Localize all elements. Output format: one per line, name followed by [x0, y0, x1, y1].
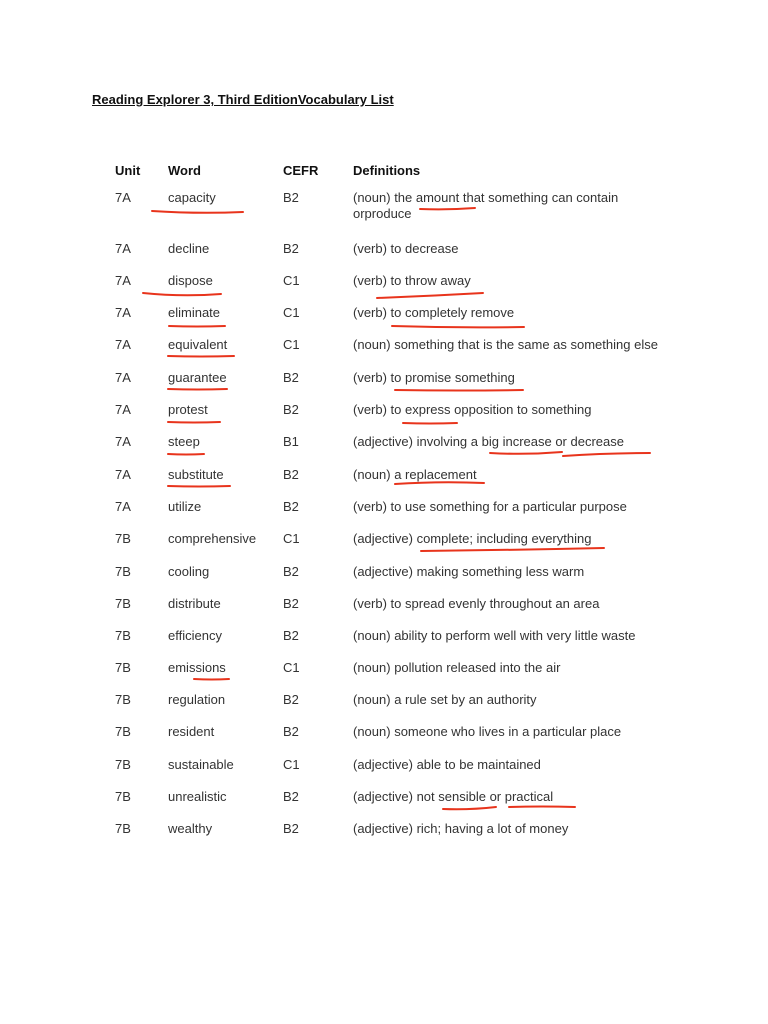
row-9-definition: (noun) a replacement — [353, 467, 477, 482]
row-13-cefr: B2 — [283, 596, 299, 611]
underline-express — [403, 423, 457, 424]
row-20-unit: 7B — [115, 821, 131, 836]
underline-practical — [509, 807, 575, 808]
row-10-word: utilize — [168, 499, 202, 514]
row-3-unit: 7A — [115, 273, 131, 288]
underline-protest — [168, 422, 220, 423]
row-10-definition: (verb) to use something for a particular purpose — [353, 499, 627, 514]
underline-decrease — [563, 453, 650, 456]
row-10-unit: 7A — [115, 499, 131, 514]
row-8-unit: 7A — [115, 434, 131, 449]
row-16-word: regulation — [168, 692, 226, 707]
row-17-unit: 7B — [115, 724, 131, 739]
row-9-word: substitute — [168, 467, 224, 482]
row-6-word: guarantee — [168, 370, 227, 385]
row-15-definition: (noun) pollution released into the air — [353, 660, 561, 675]
row-14-cefr: B2 — [283, 628, 299, 643]
row-13-word: distribute — [168, 596, 221, 611]
underline-eliminate — [169, 326, 225, 327]
row-15-unit: 7B — [115, 660, 131, 675]
header-unit: Unit — [115, 163, 141, 178]
row-7-cefr: B2 — [283, 402, 299, 417]
row-6-unit: 7A — [115, 370, 131, 385]
row-14-unit: 7B — [115, 628, 131, 643]
row-19-word: unrealistic — [168, 789, 227, 804]
underline-promise-something — [395, 390, 523, 391]
row-16-definition: (noun) a rule set by an authority — [353, 692, 537, 707]
row-18-unit: 7B — [115, 757, 131, 772]
row-14-word: efficiency — [168, 628, 222, 643]
row-4-definition: (verb) to completely remove — [353, 305, 515, 320]
row-11-unit: 7B — [115, 531, 131, 546]
row-15-word: emissions — [168, 660, 226, 675]
row-3-cefr: C1 — [283, 273, 300, 288]
row-7-unit: 7A — [115, 402, 131, 417]
row-18-definition: (adjective) able to be maintained — [353, 757, 541, 772]
row-5-definition: (noun) something that is the same as something else — [353, 337, 658, 352]
row-13-unit: 7B — [115, 596, 131, 611]
row-6-cefr: B2 — [283, 370, 299, 385]
row-19-unit: 7B — [115, 789, 131, 804]
row-8-word: steep — [168, 434, 200, 449]
row-19-cefr: B2 — [283, 789, 299, 804]
row-4-word: eliminate — [168, 305, 221, 320]
row-19-definition: (adjective) not sensible or practical — [353, 789, 554, 804]
row-16-cefr: B2 — [283, 692, 299, 707]
row-5-word: equivalent — [168, 337, 228, 352]
header-cefr: CEFR — [283, 163, 319, 178]
row-8-cefr: B1 — [283, 434, 299, 449]
row-2-word: decline — [168, 241, 210, 256]
row-6-definition: (verb) to promise something — [353, 370, 515, 385]
row-8-definition: (adjective) involving a big increase or decrease — [353, 434, 624, 449]
row-9-unit: 7A — [115, 467, 131, 482]
underline-throw-away — [377, 293, 483, 298]
row-1-definition: (noun) the amount that something can contain orproduce — [353, 190, 619, 221]
row-11-cefr: C1 — [283, 531, 300, 546]
row-5-cefr: C1 — [283, 337, 300, 352]
document-title: Reading Explorer 3, Third EditionVocabulary List — [92, 92, 394, 107]
row-11-word: comprehensive — [168, 531, 257, 546]
row-2-unit: 7A — [115, 241, 131, 256]
row-7-definition: (verb) to express opposition to something — [353, 402, 592, 417]
row-5-unit: 7A — [115, 337, 131, 352]
underline-complete-including — [421, 548, 604, 551]
row-1-cefr: B2 — [283, 190, 299, 205]
row-1-unit: 7A — [115, 190, 131, 205]
underline-steep — [168, 454, 204, 455]
header-word: Word — [168, 163, 201, 178]
underline-guarantee — [168, 389, 227, 390]
row-1-word: capacity — [168, 190, 216, 205]
row-14-definition: (noun) ability to perform well with very little waste — [353, 628, 636, 643]
underline-sensible — [443, 807, 496, 809]
row-12-cefr: B2 — [283, 564, 299, 579]
row-2-definition: (verb) to decrease — [353, 241, 459, 256]
row-20-word: wealthy — [168, 821, 213, 836]
underline-big-increase — [490, 452, 562, 454]
underline-capacity — [152, 211, 243, 213]
row-2-cefr: B2 — [283, 241, 299, 256]
row-16-unit: 7B — [115, 692, 131, 707]
underline-substitute — [168, 486, 230, 487]
row-4-unit: 7A — [115, 305, 131, 320]
row-3-definition: (verb) to throw away — [353, 273, 471, 288]
underline-emissions — [194, 679, 229, 680]
row-17-definition: (noun) someone who lives in a particular place — [353, 724, 622, 739]
row-3-word: dispose — [168, 273, 213, 288]
row-18-cefr: C1 — [283, 757, 300, 772]
row-4-cefr: C1 — [283, 305, 300, 320]
row-13-definition: (verb) to spread evenly throughout an area — [353, 596, 600, 611]
underline-equivalent — [168, 356, 234, 357]
row-12-definition: (adjective) making something less warm — [353, 564, 585, 579]
row-17-cefr: B2 — [283, 724, 299, 739]
row-17-word: resident — [168, 724, 215, 739]
row-10-cefr: B2 — [283, 499, 299, 514]
row-12-word: cooling — [168, 564, 210, 579]
underline-completely-remove — [392, 326, 524, 327]
underline-dispose — [143, 293, 221, 295]
row-7-word: protest — [168, 402, 208, 417]
row-12-unit: 7B — [115, 564, 131, 579]
row-20-cefr: B2 — [283, 821, 299, 836]
row-11-definition: (adjective) complete; including everything — [353, 531, 592, 546]
row-9-cefr: B2 — [283, 467, 299, 482]
header-definitions: Definitions — [353, 163, 421, 178]
row-18-word: sustainable — [168, 757, 234, 772]
row-15-cefr: C1 — [283, 660, 300, 675]
row-20-definition: (adjective) rich; having a lot of money — [353, 821, 569, 836]
